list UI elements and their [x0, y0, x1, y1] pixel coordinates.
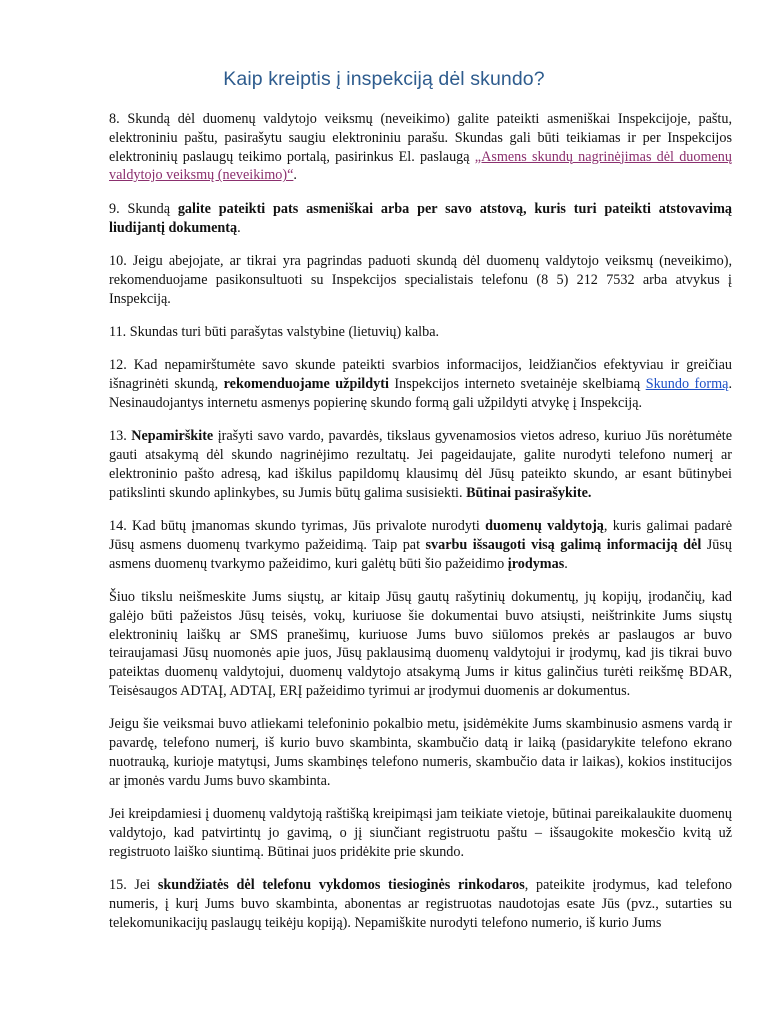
paragraph-14-bold-3: įrodymas — [507, 555, 565, 572]
paragraph-13-bold: Nepamirškite — [131, 428, 214, 445]
paragraph-written-request: Jei kreipdamiesi į duomenų valdytoją raštišką kreipimąsi jam teikiate vietoje, būtinai pareikalaukite duomenų valdytojo, kad patvirtintų jo gavimą, o jį siunčiant registruotu paštu – išsaugokite mokesčio kvitą už registruoto laiško siuntimą. Būtinai juos pridėkite prie skundo. — [109, 806, 732, 860]
paragraph-8-text: 8. Skundą dėl duomenų valdytojo veiksmų (neveikimo) galite pateikti asmeniškai Inspekcijoje, paštu, elektroniniu paštu, pasirašytu saugiu elektroniniu parašu. Skundas gali būti teikiamas ir per Inspekcijos elektroninių paslaugų teikimo portalą, pasirinkus El. paslaugą — [109, 111, 732, 165]
paragraph-14 — [109, 517, 732, 573]
paragraph-15-bold: skundžiatės dėl telefonu vykdomos tiesioginės rinkodaros — [157, 877, 525, 894]
document-body — [109, 110, 732, 947]
paragraph-13-text: įrašyti savo vardo, pavardės, tikslaus gyvenamosios vietos adreso, kuriuo Jūs norėtumėte gauti atsakymą dėl skundo nagrinėjimo rezultatų. Jei pageidaujate, galite nurodyti telefono numerį ar elektroninio pašto adresą, kad iškilus papildomų klausimų dėl Jūsų pateikto skundo, ar esant būtinybei patikslinti skundo aplinkybes, su Jumis būtų galima susisiekti. — [109, 428, 733, 501]
paragraph-14-text-2: , kuris galimai padarė Jūsų asmens duomenų tvarkymo pažeidimą. Taip pat — [109, 518, 732, 553]
paragraph-12-text: 12. Kad nepamirštumėte savo skunde pateikti svarbios informacijos, leidžiančios efektyviau ir greičiau išnagrinėti skundą, — [109, 357, 732, 393]
paragraph-15-text: , pateikite įrodymus, kad telefono numeris, į kurį Jums buvo skambinta, abonentas ar registruotas naudotojas esate Jūs (pvz., sutarties su telekomunikacijų paslaugų teikėju kopiją). Nepamiškite nurodyti telefono numerio, iš kurio Jums — [109, 877, 733, 931]
paragraph-14-text: 14. Kad būtų įmanomas skundo tyrimas, Jūs privalote nurodyti — [109, 518, 486, 535]
paragraph-15-num: 15. Jei — [109, 877, 158, 894]
paragraph-9-end: . — [237, 219, 241, 236]
paragraph-documents: Šiuo tikslu neišmeskite Jums siųstų, ar kitaip Jūsų gautų rašytinių dokumentų, jų kopijų, įrodančių, kad galėjo būti pažeistos Jūsų teisės, vokų, kuriuose šie dokumentai buvo atsiųsti, neištrinkite Jums siųstų elektroninių laiškų ar SMS pranešimų, kuriuose Jums buvo siūlomos prekės ar paslaugos ar buvo teiraujamasi Jūsų nuomonės apie juos, Jūsų paklausimą duomenų valdytojui ir įrodymų, kad jis tikrai buvo pateiktas duomenų valdytojui, duomenų valdytojo atsakymą Jums ir kitus galinčius turėti reikšmę BDAR, Teisėsaugos ADTAĮ, ADTAĮ, ERĮ pažeidimo tyrimui ar įrodymui duomenis ar dokumentus. — [109, 589, 732, 700]
paragraph-10: 10. Jeigu abejojate, ar tikrai yra pagrindas paduoti skundą dėl duomenų valdytojo veiksmų (neveikimo), rekomenduojame pasikonsultuoti su Inspekcijos specialistais telefonu (8 5) 212 7532 arba atvykus į Inspekciją. — [109, 252, 732, 307]
paragraph-12-text-2: Inspekcijos interneto svetainėje skelbiamą — [388, 376, 646, 393]
paragraph-12-text-3: . Nesinaudojantys internetu asmenys popierinę skundo formą gali užpildyti atvykę į Inspekciją. — [109, 376, 732, 411]
paragraph-15 — [109, 876, 732, 932]
paragraph-13-bold-2: Būtinai pasirašykite. — [466, 484, 592, 501]
complaint-form-link[interactable]: Skundo formą — [645, 376, 729, 393]
paragraph-14-end: . — [564, 555, 568, 572]
paragraph-13 — [109, 427, 732, 502]
paragraph-8-end: . — [293, 167, 297, 184]
paragraph-12-bold: rekomenduojame užpildyti — [223, 376, 389, 393]
paragraph-phone: Jeigu šie veiksmai buvo atliekami telefoninio pokalbio metu, įsidėmėkite Jums skambinusio asmens vardą ir pavardę, telefono numerį, iš kurio buvo skambinta, skambučio datą ir laiką (pasidarykite telefono ekrano nuotrauką, kurioje matytųsi, Jums skambinęs telefono numeris, skambučio data ir laikas), kokios institucijos ar įmonės vardu Jums buvo skambinta. — [109, 716, 732, 789]
paragraph-9-bold: galite pateikti pats asmeniškai arba per savo atstovą, kuris turi pateikti atstovavimą liudijantį dokumentą — [109, 200, 733, 236]
paragraph-11: 11. Skundas turi būti parašytas valstybine (lietuvių) kalba. — [109, 323, 440, 340]
paragraph-13-num: 13. — [109, 428, 132, 445]
paragraph-8 — [109, 110, 732, 185]
page-title: Kaip kreiptis į inspekciją dėl skundo? — [223, 68, 545, 90]
paragraph-9-text: 9. Skundą — [109, 200, 178, 217]
paragraph-14-bold-2: svarbu išsaugoti visą galimą informaciją dėl — [425, 536, 702, 553]
paragraph-14-bold: duomenų valdytoją — [485, 518, 604, 535]
paragraph-12 — [109, 356, 732, 412]
paragraph-14-text-3: Jūsų asmens duomenų tvarkymo pažeidimo, kuri galėtų būti šio pažeidimo — [109, 536, 732, 572]
eservice-link[interactable]: „Asmens skundų nagrinėjimas dėl duomenų valdytojo veiksmų (neveikimo)“ — [109, 148, 732, 184]
paragraph-9 — [109, 200, 732, 238]
